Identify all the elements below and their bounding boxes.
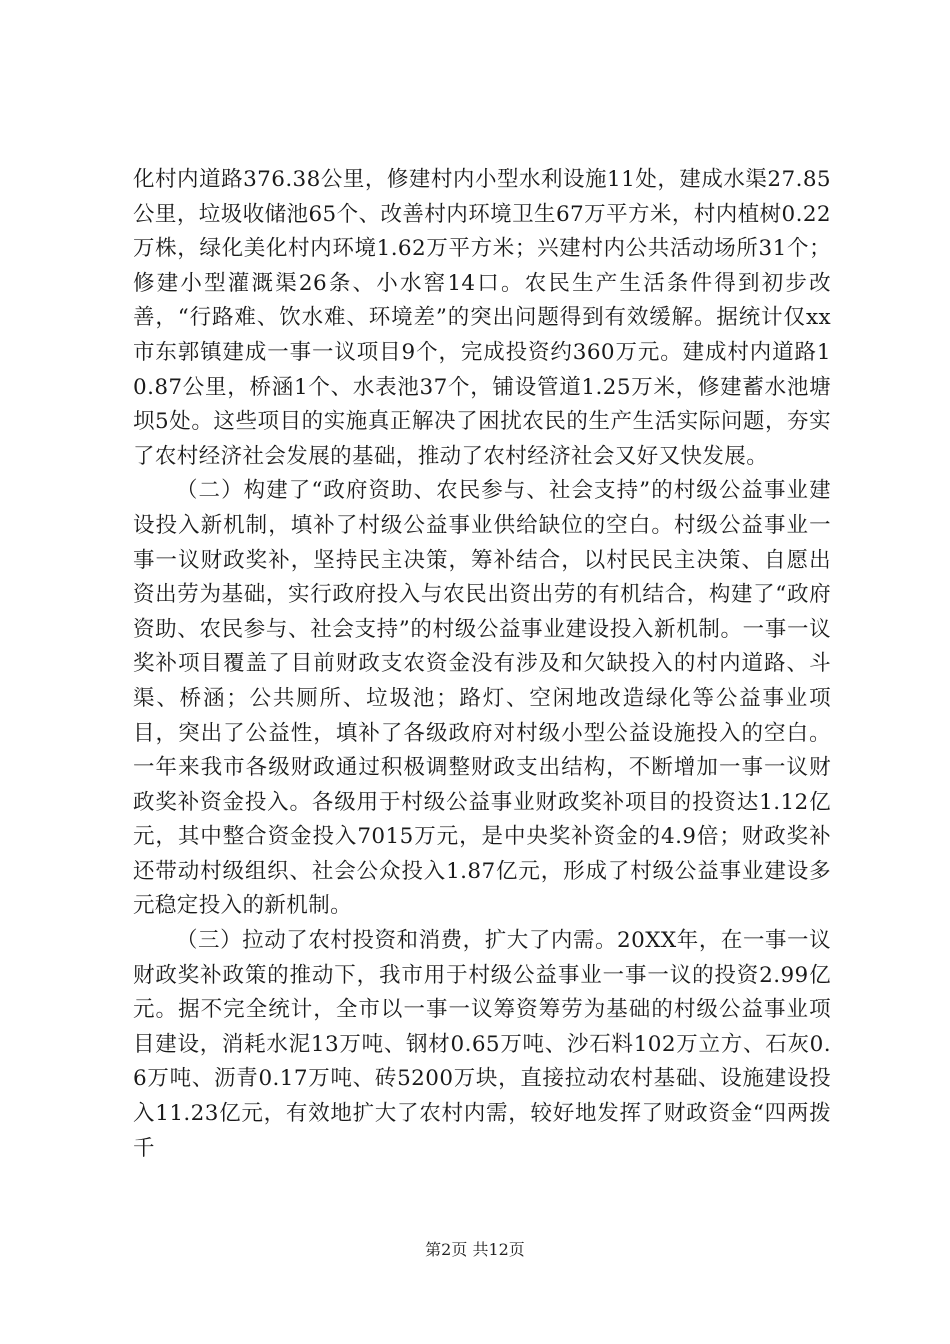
paragraph-section-two: （二）构建了“政府资助、农民参与、社会支持”的村级公益事业建设投入新机制，填补了村级公益事业供给缺位的空白。村级公益事业一事一议财政奖补，坚持民主决策，筹补结合，以村民民主决策、自愿出资出劳为基础，实行政府投入与农民出资出劳的有机结合，构建了“政府资助、农民参与、社会支持”的村级公益事业建设投入新机制。一事一议奖补项目覆盖了目前财政支农资金没有涉及和欠缺投入的村内道路、斗渠、桥涵；公共厕所、垃圾池；路灯、空闲地改造绿化等公益事业项目，突出了公益性，填补了各级政府对村级小型公益设施投入的空白。一年来我市各级财政通过积极调整财政支出结构，不断增加一事一议财政奖补资金投入。各级用于村级公益事业财政奖补项目的投资达1.12亿元，其中整合资金投入7015万元，是中央奖补资金的4.9倍；财政奖补还带动村级组织、社会公众投入1.87亿元，形成了村级公益事业建设多元稳定投入的新机制。 [133,478,831,919]
paragraph-continuation: 化村内道路376.38公里，修建村内小型水利设施11处，建成水渠27.85公里，垃圾收储池65个、改善村内环境卫生67万平方米，村内植树0.22万株，绿化美化村内环境1.62万平方米；兴建村内公共活动场所31个；修建小型灌溉渠26条、小水窖14口。农民生产生活条件得到初步改善，“行路难、饮水难、环境差”的突出问题得到有效缓解。据统计仅xx市东郭镇建成一事一议项目9个，完成投资约360万元。建成村内道路10.87公里，桥涵1个、水表池37个，铺设管道1.25万米，修建蓄水池塘坝5处。这些项目的实施真正解决了困扰农民的生产生活实际问题，夯实了农村经济社会发展的基础，推动了农村经济社会又好又快发展。 [133,167,831,469]
page-number-footer: 第2页 共12页 [425,1240,525,1259]
paragraph-section-three: （三）拉动了农村投资和消费，扩大了内需。20XX年，在一事一议财政奖补政策的推动下，我市用于村级公益事业一事一议的投资2.99亿元。据不完全统计，全市以一事一议筹资筹劳为基础的村级公益事业项目建设，消耗水泥13万吨、钢材0.65万吨、沙石料102万立方、石灰0.6万吨、沥青0.17万吨、砖5200万块，直接拉动农村基础、设施建设投入11.23亿元，有效地扩大了农村内需，较好地发挥了财政资金“四两拨千 [133,928,831,1161]
document-body [133,163,831,1166]
